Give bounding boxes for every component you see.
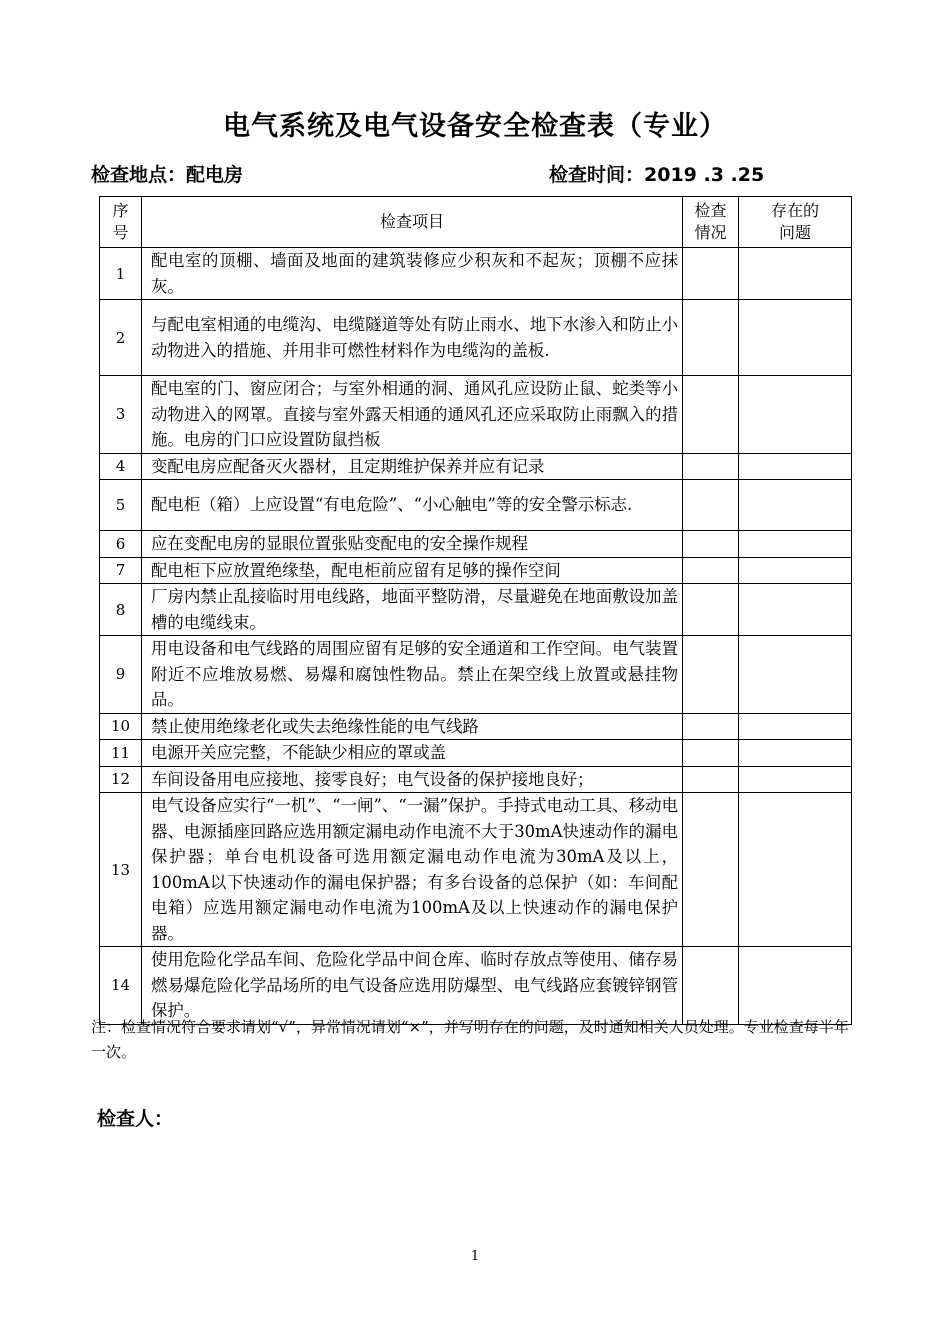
row-item: 电气设备应实行“一机”、“一闸”、“一漏”保护。手持式电动工具、移动电器、电源插座回路应选用额定漏电动作电流不大于30mA快速动作的漏电保护器；单台电机设备可选用额定漏电动作电流为30mA及以上，100mA以下快速动作的漏电保护器；有多台设备的总保护（如：车间配电箱）应选用额定漏电动作电流为100mA及以上快速动作的漏电保护器。 (142, 793, 683, 947)
row-number: 12 (100, 766, 142, 793)
row-number: 7 (100, 557, 142, 584)
row-number: 10 (100, 713, 142, 740)
table-row (100, 636, 852, 714)
row-item: 禁止使用绝缘老化或失去绝缘性能的电气线路 (142, 713, 683, 740)
table-row (100, 584, 852, 636)
row-item: 配电柜（箱）上应设置“有电危险”、“小心触电”等的安全警示标志. (142, 480, 683, 531)
row-status (683, 713, 739, 740)
row-item: 与配电室相通的电缆沟、电缆隧道等处有防止雨水、地下水渗入和防止小动物进入的措施、并用非可燃性材料作为电缆沟的盖板. (142, 300, 683, 376)
row-issues (739, 713, 852, 740)
footnote: 注：检查情况符合要求请划“√”，异常情况请划“×”，并写明存在的问题，及时通知相关人员处理。专业检查每半年一次。 (91, 1018, 849, 1061)
row-issues (739, 636, 852, 714)
inspection-time: 检查时间：2019 .3 .25 (549, 164, 765, 186)
row-issues (739, 766, 852, 793)
table-row (100, 376, 852, 454)
row-issues (739, 300, 852, 376)
row-item: 配电柜下应放置绝缘垫，配电柜前应留有足够的操作空间 (142, 557, 683, 584)
row-issues (739, 947, 852, 1025)
inspector-label: 检查人： (97, 1108, 174, 1130)
row-number: 1 (100, 248, 142, 300)
row-number: 14 (100, 947, 142, 1025)
table-row (100, 453, 852, 480)
table-row (100, 740, 852, 767)
table-row (100, 480, 852, 531)
row-number: 5 (100, 480, 142, 531)
header-status: 检查情况 (683, 197, 739, 248)
header-item: 检查项目 (142, 197, 683, 248)
row-item: 应在变配电房的显眼位置张贴变配电的安全操作规程 (142, 531, 683, 558)
page-number: 1 (470, 1249, 480, 1264)
row-status (683, 376, 739, 454)
header-no: 序号 (100, 197, 142, 248)
row-number: 3 (100, 376, 142, 454)
row-status (683, 793, 739, 947)
row-status (683, 740, 739, 767)
row-status (683, 636, 739, 714)
table-header-row (100, 197, 852, 248)
inspection-table (99, 196, 852, 1025)
row-status (683, 557, 739, 584)
row-status (683, 453, 739, 480)
row-status (683, 300, 739, 376)
row-number: 6 (100, 531, 142, 558)
table-row (100, 713, 852, 740)
row-issues (739, 480, 852, 531)
document-title: 电气系统及电气设备安全检查表（专业） (223, 111, 727, 142)
row-number: 11 (100, 740, 142, 767)
row-item: 厂房内禁止乱接临时用电线路，地面平整防滑，尽量避免在地面敷设加盖槽的电缆线束。 (142, 584, 683, 636)
header-issues: 存在的问题 (739, 197, 852, 248)
row-item: 配电室的顶棚、墙面及地面的建筑装修应少积灰和不起灰；顶棚不应抹灰。 (142, 248, 683, 300)
row-number: 4 (100, 453, 142, 480)
table-row (100, 793, 852, 947)
inspection-location: 检查地点：配电房 (91, 164, 244, 186)
row-number: 2 (100, 300, 142, 376)
table-row (100, 557, 852, 584)
table-row (100, 248, 852, 300)
row-issues (739, 584, 852, 636)
row-issues (739, 376, 852, 454)
row-status (683, 947, 739, 1025)
row-issues (739, 531, 852, 558)
table-row (100, 947, 852, 1025)
row-status (683, 766, 739, 793)
inspection-table-body (100, 197, 852, 1025)
row-item: 使用危险化学品车间、危险化学品中间仓库、临时存放点等使用、储存易燃易爆危险化学品场所的电气设备应选用防爆型、电气线路应套镀锌钢管保护。 (142, 947, 683, 1025)
row-issues (739, 793, 852, 947)
row-number: 13 (100, 793, 142, 947)
row-number: 8 (100, 584, 142, 636)
row-issues (739, 740, 852, 767)
row-issues (739, 453, 852, 480)
row-issues (739, 557, 852, 584)
row-item: 用电设备和电气线路的周围应留有足够的安全通道和工作空间。电气装置附近不应堆放易燃、易爆和腐蚀性物品。禁止在架空线上放置或悬挂物品。 (142, 636, 683, 714)
row-item: 配电室的门、窗应闭合；与室外相通的洞、通风孔应设防止鼠、蛇类等小动物进入的网罩。直接与室外露天相通的通风孔还应采取防止雨飘入的措施。电房的门口应设置防鼠挡板 (142, 376, 683, 454)
row-status (683, 480, 739, 531)
row-status (683, 248, 739, 300)
table-row (100, 766, 852, 793)
row-status (683, 531, 739, 558)
row-number: 9 (100, 636, 142, 714)
row-item: 电源开关应完整，不能缺少相应的罩或盖 (142, 740, 683, 767)
table-row (100, 300, 852, 376)
table-row (100, 531, 852, 558)
row-item: 车间设备用电应接地、接零良好；电气设备的保护接地良好； (142, 766, 683, 793)
row-issues (739, 248, 852, 300)
row-item: 变配电房应配备灭火器材，且定期维护保养并应有记录 (142, 453, 683, 480)
row-status (683, 584, 739, 636)
